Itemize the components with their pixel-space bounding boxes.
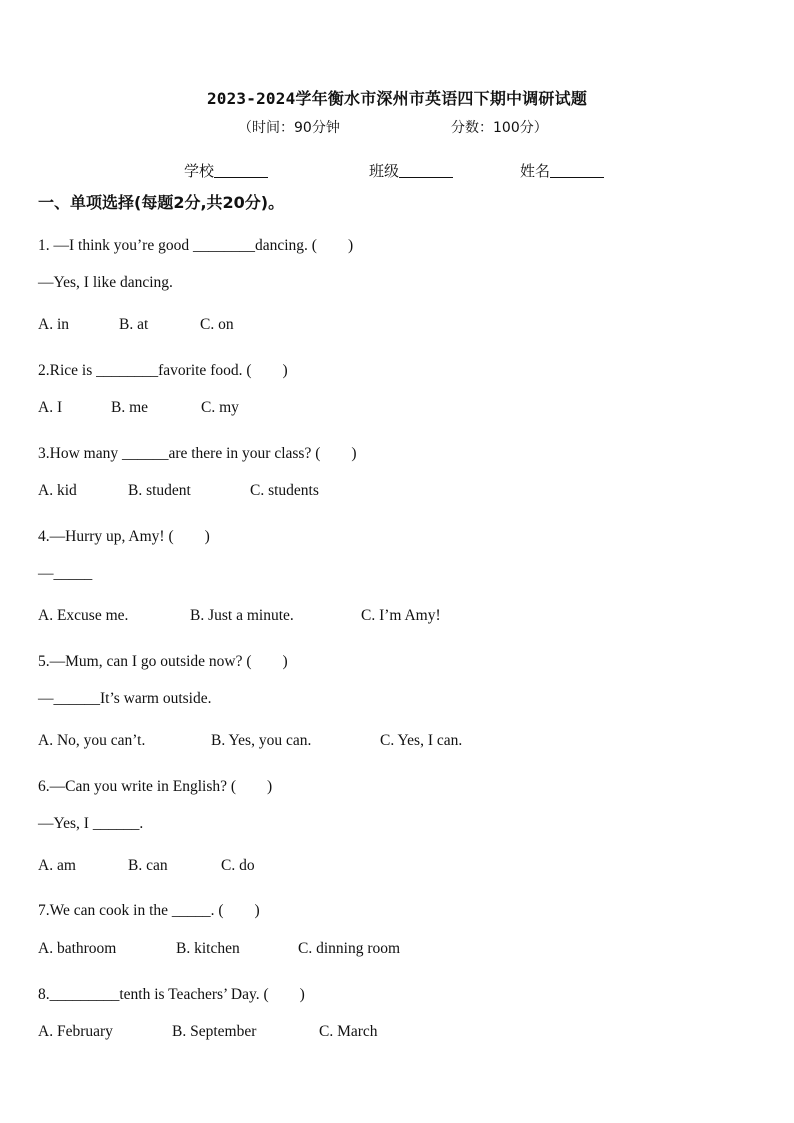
question-6-options bbox=[38, 857, 255, 875]
question-1-options bbox=[38, 316, 234, 334]
option-b[interactable]: B. can bbox=[128, 857, 168, 874]
option-a[interactable]: A. I bbox=[38, 399, 63, 416]
option-c[interactable]: C. students bbox=[250, 482, 319, 499]
option-a[interactable]: A. February bbox=[38, 1023, 113, 1040]
option-b[interactable]: B. Yes, you can. bbox=[211, 732, 312, 749]
option-c[interactable]: C. my bbox=[201, 399, 239, 416]
question-8-options bbox=[38, 1023, 378, 1041]
exam-title: 2023-2024学年衡水市深州市英语四下期中调研试题 bbox=[206, 89, 588, 108]
option-b[interactable]: B. student bbox=[128, 482, 191, 499]
option-c[interactable]: C. dinning room bbox=[298, 940, 401, 957]
option-b[interactable]: B. at bbox=[119, 316, 149, 333]
option-a[interactable]: A. am bbox=[38, 857, 76, 874]
option-c[interactable]: C. on bbox=[200, 316, 234, 333]
school-label: 学校 bbox=[184, 162, 215, 180]
question-5-response: —______It’s warm outside. bbox=[38, 690, 212, 707]
option-a[interactable]: A. bathroom bbox=[38, 940, 117, 957]
class-label: 班级 bbox=[369, 162, 400, 180]
question-5: 5.—Mum, can I go outside now? ( ) bbox=[38, 653, 288, 670]
option-c[interactable]: C. March bbox=[319, 1023, 378, 1040]
question-3: 3.How many ______are there in your class? ( ) bbox=[38, 445, 357, 462]
question-6: 6.—Can you write in English? ( ) bbox=[38, 778, 273, 795]
question-8: 8._________tenth is Teachers’ Day. ( ) bbox=[38, 986, 305, 1003]
school-blank[interactable] bbox=[214, 162, 268, 178]
question-4-response: —_____ bbox=[38, 565, 93, 582]
option-b[interactable]: B. Just a minute. bbox=[190, 607, 294, 624]
question-7: 7.We can cook in the _____. ( ) bbox=[38, 902, 260, 919]
option-c[interactable]: C. I’m Amy! bbox=[361, 607, 441, 624]
option-a[interactable]: A. kid bbox=[38, 482, 77, 499]
school-field bbox=[184, 160, 268, 181]
question-7-options bbox=[38, 940, 400, 958]
option-c[interactable]: C. do bbox=[221, 857, 255, 874]
question-2-options bbox=[38, 399, 239, 417]
option-b[interactable]: B. me bbox=[111, 399, 149, 416]
name-field bbox=[520, 160, 604, 181]
option-b[interactable]: B. September bbox=[172, 1023, 257, 1040]
option-c[interactable]: C. Yes, I can. bbox=[380, 732, 463, 749]
option-a[interactable]: A. Excuse me. bbox=[38, 607, 129, 624]
option-a[interactable]: A. No, you can’t. bbox=[38, 732, 146, 749]
class-field bbox=[369, 160, 453, 181]
name-label: 姓名 bbox=[520, 162, 551, 180]
question-6-response: —Yes, I ______. bbox=[38, 815, 144, 832]
question-1-response: —Yes, I like dancing. bbox=[38, 274, 173, 291]
question-1: 1. —I think you’re good ________dancing. ( ) bbox=[38, 237, 354, 254]
exam-time: （时间：90分钟 bbox=[238, 120, 340, 136]
section-heading: 一、单项选择(每题2分,共20分)。 bbox=[38, 193, 285, 212]
question-3-options bbox=[38, 482, 319, 500]
question-2: 2.Rice is ________favorite food. ( ) bbox=[38, 362, 288, 379]
exam-score: 分数：100分） bbox=[451, 120, 548, 136]
name-blank[interactable] bbox=[550, 162, 604, 178]
option-b[interactable]: B. kitchen bbox=[176, 940, 240, 957]
question-4-options bbox=[38, 607, 441, 625]
class-blank[interactable] bbox=[399, 162, 453, 178]
question-4: 4.—Hurry up, Amy! ( ) bbox=[38, 528, 210, 545]
option-a[interactable]: A. in bbox=[38, 316, 69, 333]
question-5-options bbox=[38, 732, 462, 750]
